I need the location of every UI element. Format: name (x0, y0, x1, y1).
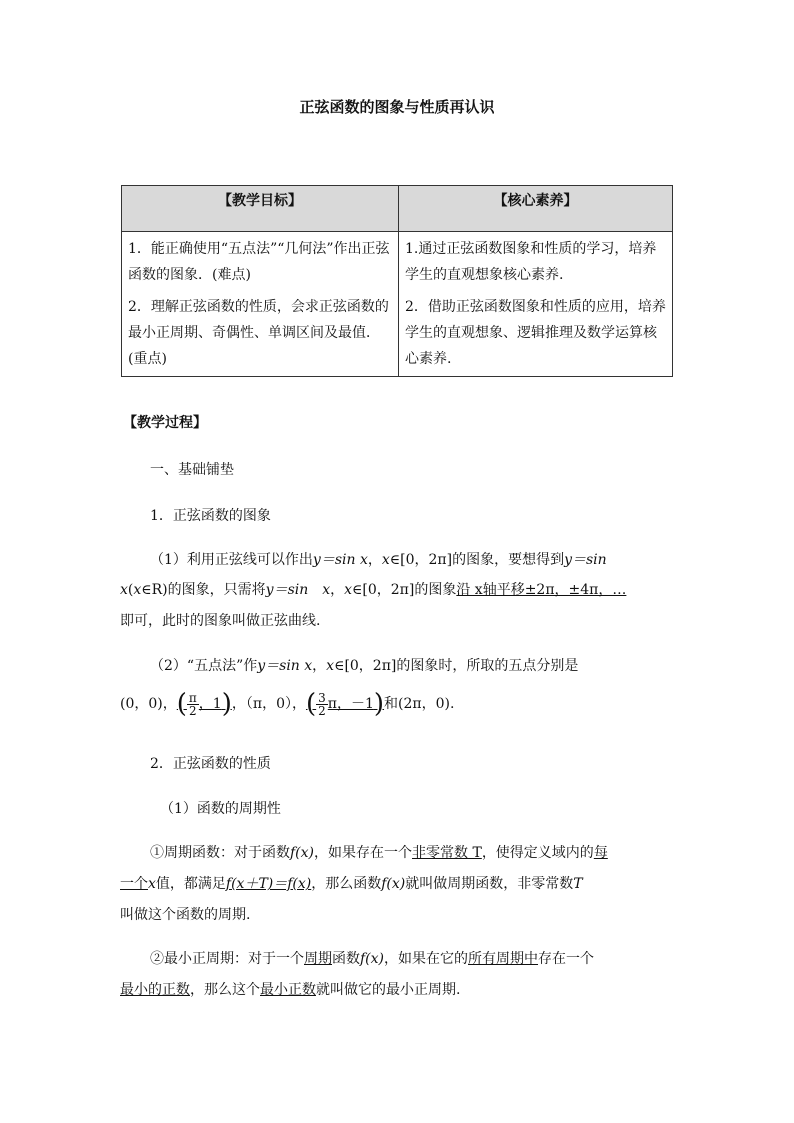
math-expr: y＝sin x (257, 658, 313, 674)
text: ①周期函数：对于函数 (150, 845, 290, 861)
math-var: T (573, 876, 583, 892)
underlined-blank: 周期 (304, 951, 332, 967)
subsection-2-heading: 2．正弦函数的性质 (150, 756, 271, 772)
math-var: x (133, 582, 142, 598)
goal-item-2: 2．理解正弦函数的性质，会求正弦函数的最小正周期、奇偶性、单调区间及最值．(重点) (128, 299, 389, 367)
text: ∈R)的图象，只需将 (141, 582, 266, 598)
math-var: x (148, 876, 156, 892)
paragraph-3-line-3: 叫做这个函数的周期. (120, 907, 251, 923)
paragraph-3-line-2 (120, 873, 583, 893)
paragraph-3-line-1 (150, 842, 608, 862)
math-expr: y＝sin x (265, 582, 331, 598)
text: ，那么函数 (311, 876, 382, 892)
numerator: 3 (318, 690, 326, 705)
text: ， (330, 582, 345, 598)
text: ，那么这个 (190, 982, 260, 998)
fraction (187, 692, 199, 717)
paragraph-2-line-2 (120, 684, 454, 724)
text: ， (367, 552, 382, 568)
fraction (316, 692, 328, 717)
page-title: 正弦函数的图象与性质再认识 (299, 98, 495, 116)
text: ∈[0，2π]的图象时，所取的五点分别是 (334, 658, 579, 674)
underlined-blank: 一个 (120, 876, 148, 892)
underlined-blank: 沿 x轴平移±2π，±4π，… (456, 582, 627, 598)
math-expr: f(x) (360, 951, 385, 967)
literacy-item-1: 1.通过正弦函数图象和性质的学习，培养学生的直观想象核心素养. (405, 241, 657, 283)
math-expr: f(x) (290, 845, 315, 861)
paragraph-4-line-2 (120, 979, 460, 999)
core-literacy-cell (399, 232, 673, 377)
text: ，如果在它的 (384, 951, 469, 967)
text: ，1 (198, 696, 222, 712)
text: 就叫做它的最小正周期. (316, 982, 461, 998)
paragraph-1-line-1 (150, 549, 607, 569)
underlined-blank: 最小的正数 (120, 982, 190, 998)
table-row (122, 232, 673, 377)
numerator: π (188, 690, 197, 705)
teaching-goals-header: 【教学目标】 (122, 186, 399, 232)
text: 就叫做周期函数，非零常数 (405, 876, 574, 892)
text: π，－1 (327, 696, 374, 712)
text: ，（π，0）， (231, 696, 306, 712)
core-literacy-header: 【核心素养】 (399, 186, 673, 232)
text: ， (312, 658, 327, 674)
math-var: x (381, 552, 390, 568)
text: (0，0)， (120, 696, 177, 712)
text: ②最小正周期：对于一个 (150, 951, 304, 967)
paragraph-4-line-1 (150, 948, 594, 968)
process-heading: 【教学过程】 (123, 415, 207, 431)
subsection-1-heading: 1．正弦函数的图象 (150, 508, 271, 524)
underlined-blank: 最小正数 (260, 982, 316, 998)
paragraph-1-line-3: 即可，此时的图象叫做正弦曲线. (120, 613, 321, 629)
text: 值，都满足 (155, 876, 226, 892)
math-expr: y＝sin (564, 552, 607, 568)
denominator: 2 (187, 704, 199, 717)
text: ∈[0，2π]的图象，要想得到 (389, 552, 565, 568)
text: ，如果存在一个 (314, 845, 413, 861)
math-expr: y＝sin x (312, 552, 368, 568)
point-pi-over-2: ( $\frac{\pi}{2}$ ，1) (176, 689, 232, 719)
text: （1）利用正弦线可以作出 (150, 552, 313, 568)
math-expr: f(x) (381, 876, 406, 892)
text: 存在一个 (538, 951, 595, 967)
math-var: x (326, 658, 335, 674)
underlined-blank: 每 (593, 845, 608, 861)
text: 函数 (332, 951, 360, 967)
text: ∈[0，2π]的图象 (352, 582, 457, 598)
section-1-heading: 一、基础铺垫 (150, 462, 234, 478)
text: 和(2π，0). (384, 696, 455, 712)
literacy-item-2: 2．借助正弦函数图象和性质的应用，培养学生的直观想象、逻辑推理及数学运算核心素养. (405, 299, 666, 367)
text: （2）“五点法”作 (150, 658, 258, 674)
objectives-table (121, 185, 673, 377)
text: ( (127, 582, 134, 598)
subsection-2a-heading: （1）函数的周期性 (160, 801, 281, 817)
table-header-row (122, 186, 673, 232)
text: ，使得定义域内的 (481, 845, 594, 861)
goal-item-1: 1．能正确使用“五点法”“几何法”作出正弦函数的图象．(难点) (128, 241, 390, 283)
underlined-blank: f(x＋T)＝f(x) (225, 876, 312, 892)
point-3pi-over-2: ( $\frac{3}{2}$ π，－1) (305, 689, 385, 719)
math-var: x (344, 582, 353, 598)
teaching-goals-cell (122, 232, 399, 377)
underlined-blank: 所有周期中 (468, 951, 539, 967)
paragraph-2-line-1 (150, 655, 578, 675)
denominator: 2 (318, 703, 326, 718)
paragraph-1-line-2 (120, 579, 626, 599)
underlined-blank: 非零常数 T (412, 845, 482, 861)
math-var: x (120, 582, 128, 598)
